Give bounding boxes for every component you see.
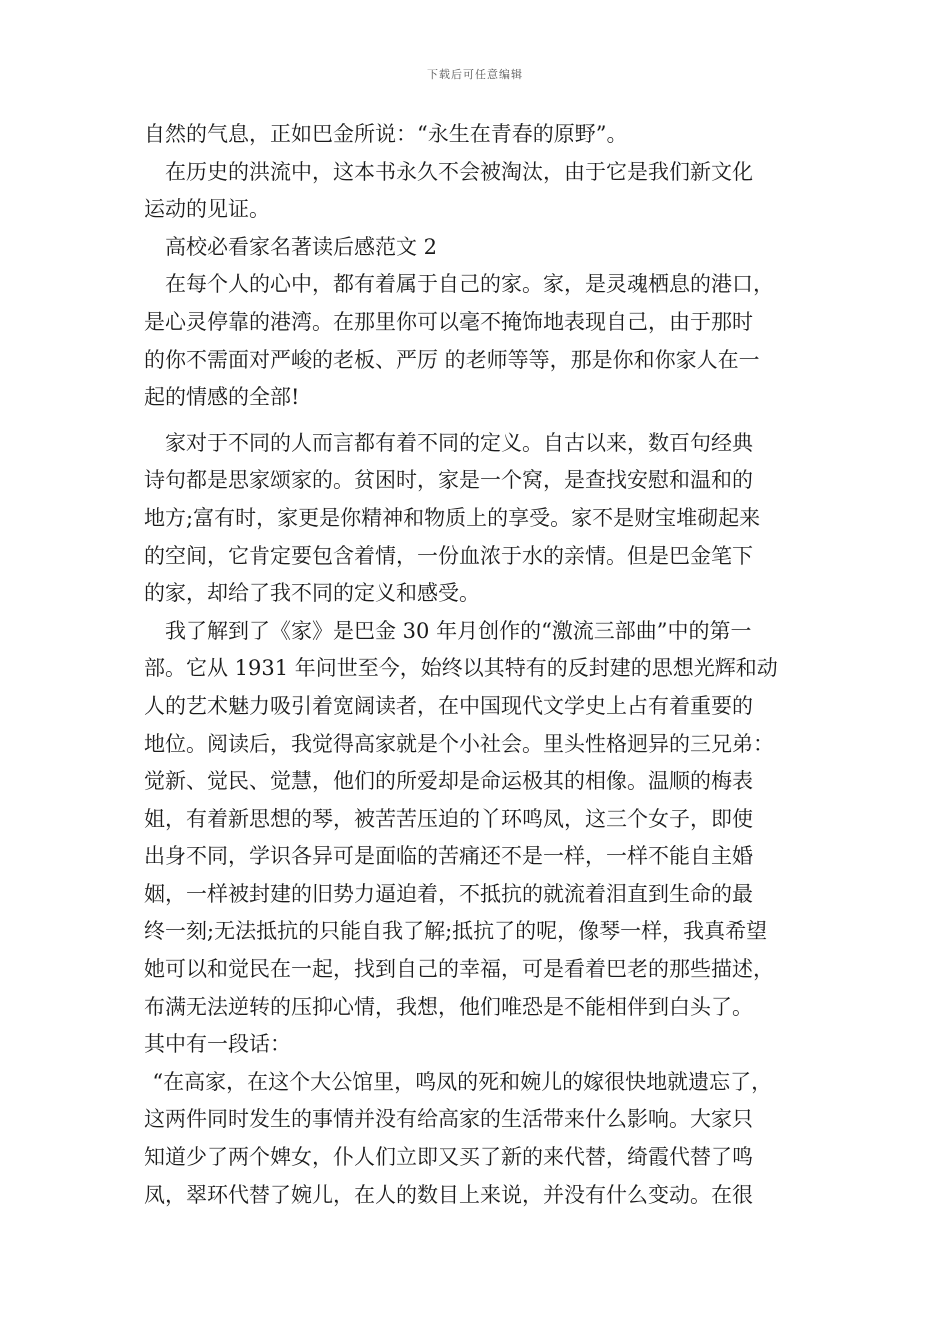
text-line: 诗句都是思家颂家的。贫困时，家是一个窝，是查找安慰和温和的 — [144, 468, 753, 493]
text-line: 人的艺术魅力吸引着宽阔读者，在中国现代文学史上占有着重要的 — [144, 693, 753, 718]
text-line: 其中有一段话： — [144, 1032, 291, 1057]
text-line: 的家，却给了我不同的定义和感受。 — [144, 581, 480, 606]
text-line: 地位。阅读后，我觉得高家就是个小社会。里头性格迥异的三兄弟： — [144, 731, 774, 756]
text-line: 地方;富有时，家更是你精神和物质上的享受。家不是财宝堆砌起来 — [144, 505, 761, 530]
text-line: 起的情感的全部! — [144, 385, 300, 410]
text-line: 在历史的洪流中，这本书永久不会被淘汰，由于它是我们新文化 — [165, 159, 753, 184]
page-header: 下载后可任意编辑 — [427, 68, 523, 81]
text-line: 她可以和觉民在一起，找到自己的幸福，可是看着巴老的那些描述， — [144, 957, 774, 982]
text-line: “在高家，在这个大公馆里，鸣凤的死和婉儿的嫁很快地就遗忘了， — [152, 1069, 773, 1094]
text-line: 觉新、觉民、觉慧，他们的所爱却是命运极其的相像。温顺的梅表 — [144, 769, 753, 794]
document-body — [144, 116, 824, 1214]
text-line: 我了解到了《家》是巴金 30 年月创作的“激流三部曲”中的第一 — [165, 618, 752, 643]
text-line: 布满无法逆转的压抑心情，我想，他们唯恐是不能相伴到白头了。 — [144, 994, 753, 1019]
text-line: 运动的见证。 — [144, 197, 270, 222]
text-line: 部。它从 1931 年问世至今，始终以其特有的反封建的思想光辉和动 — [144, 656, 778, 681]
text-line: 知道少了两个婢女，仆人们立即又买了新的来代替，绮霞代替了鸣 — [144, 1145, 753, 1170]
text-line: 凤，翠环代替了婉儿，在人的数目上来说，并没有什么变动。在很 — [144, 1182, 753, 1207]
text-line: 终一刻;无法抵抗的只能自我了解;抵抗了的呢，像琴一样，我真希望 — [144, 919, 768, 944]
text-line: 这两件同时发生的事情并没有给高家的生活带来什么影响。大家只 — [144, 1107, 753, 1132]
text-line: 高校必看家名著读后感范文 2 — [165, 234, 438, 259]
text-line: 的你不需面对严峻的老板、严厉 的老师等等，那是你和你家人在一 — [144, 347, 760, 372]
text-line: 姻，一样被封建的旧势力逼迫着，不抵抗的就流着泪直到生命的最 — [144, 881, 753, 906]
text-line: 是心灵停靠的港湾。在那里你可以毫不掩饰地表现自己，由于那时 — [144, 309, 753, 334]
text-line: 姐，有着新思想的琴，被苦苦压迫的丫环鸣凤，这三个女子，即使 — [144, 806, 753, 831]
text-line: 家对于不同的人而言都有着不同的定义。自古以来，数百句经典 — [165, 430, 753, 455]
text-line: 在每个人的心中，都有着属于自己的家。家，是灵魂栖息的港口， — [165, 272, 774, 297]
text-line: 出身不同，学识各异可是面临的苦痛还不是一样，一样不能自主婚 — [144, 844, 753, 869]
text-line: 自然的气息，正如巴金所说：“永生在青春的原野”。 — [144, 122, 628, 146]
text-line: 的空间，它肯定要包含着情，一份血浓于水的亲情。但是巴金笔下 — [144, 543, 753, 568]
